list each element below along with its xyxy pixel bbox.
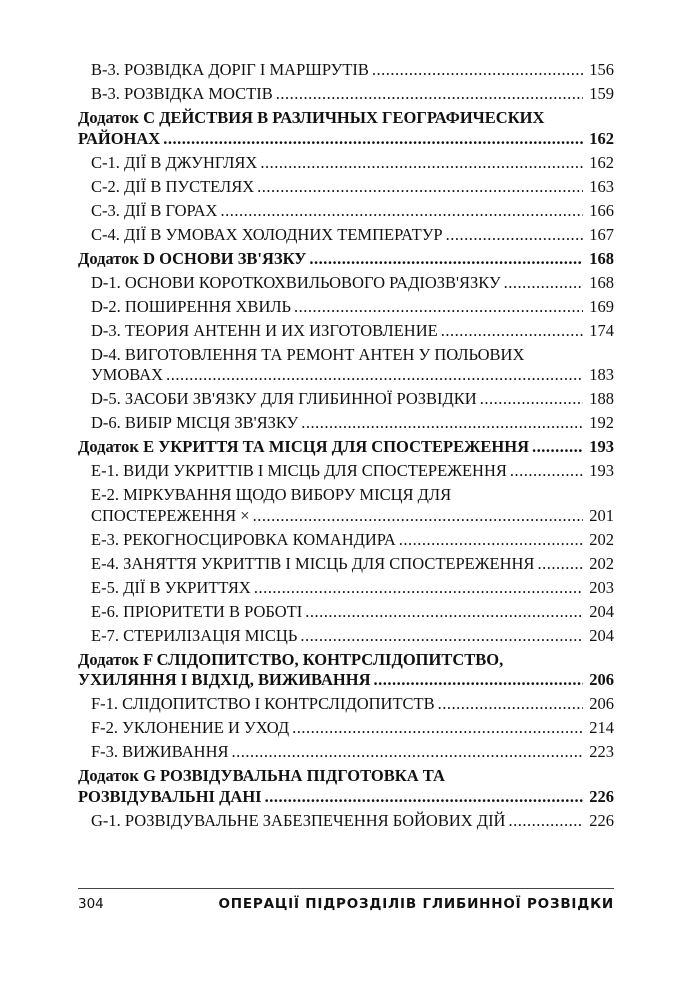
- toc-entry-title: D-1. ОСНОВИ КОРОТКОХВИЛЬОВОГО РАДІОЗВ'ЯЗКУ: [91, 272, 501, 292]
- toc-page-number: 162: [589, 152, 614, 172]
- dot-leader: [372, 60, 583, 81]
- dot-leader: [166, 365, 583, 386]
- toc-page-number: 203: [589, 577, 614, 597]
- dot-leader: [260, 153, 583, 174]
- toc-page-number: 168: [589, 248, 614, 268]
- toc-page-number: 163: [589, 176, 614, 196]
- page-footer: [78, 896, 614, 912]
- toc-entry-title-line: E-2. МІРКУВАННЯ ЩОДО ВИБОРУ МІСЦЯ ДЛЯ: [91, 485, 452, 504]
- dot-leader: [300, 626, 583, 647]
- toc-entry: [78, 413, 614, 434]
- toc-page-number: 202: [589, 553, 614, 573]
- dot-leader: [309, 249, 583, 270]
- dot-leader: [446, 225, 583, 246]
- toc-entry: [78, 177, 614, 198]
- toc-entry: [78, 578, 614, 599]
- toc-entry: [78, 626, 614, 647]
- toc-page-number: 201: [589, 505, 614, 525]
- toc-page-number: 162: [589, 128, 614, 148]
- toc-page-number: 166: [589, 200, 614, 220]
- running-title: ОПЕРАЦІЇ ПІДРОЗДІЛІВ ГЛИБИННОЇ РОЗВІДКИ: [218, 896, 614, 912]
- toc-page-number: 169: [589, 296, 614, 316]
- toc-entry-title: Додаток E УКРИТТЯ ТА МІСЦЯ ДЛЯ СПОСТЕРЕЖЕННЯ: [78, 437, 530, 456]
- toc-entry-title: C-4. ДІЇ В УМОВАХ ХОЛОДНИХ ТЕМПЕРАТУР: [91, 224, 443, 244]
- dot-leader: [537, 554, 583, 575]
- dot-leader: [305, 602, 583, 623]
- toc-entry: [78, 389, 614, 410]
- toc-page-number: 206: [589, 694, 614, 713]
- toc-page-number: 159: [589, 84, 614, 103]
- dot-leader: [374, 670, 584, 691]
- toc-entry-title: УХИЛЯННЯ І ВІДХІД, ВИЖИВАННЯ: [78, 670, 371, 689]
- toc-page-number: 202: [589, 529, 614, 549]
- toc-entry-title: C-3. ДІЇ В ГОРАХ: [91, 200, 218, 220]
- toc-entry-title-line: Додаток C ДЕЙСТВИЯ В РАЗЛИЧНЫХ ГЕОГРАФИЧЕСКИХ: [78, 108, 545, 127]
- toc-entry: [78, 345, 614, 386]
- toc-entry-title: РАЙОНАХ: [78, 128, 161, 148]
- dot-leader: [510, 461, 583, 482]
- dot-leader: [399, 530, 583, 551]
- dot-leader: [276, 84, 583, 105]
- toc-page-number: 193: [589, 437, 614, 456]
- dot-leader: [441, 321, 583, 342]
- toc-page-number: 206: [589, 670, 614, 689]
- toc-entry-title: D-3. ТЕОРИЯ АНТЕНН И ИХ ИЗГОТОВЛЕНИЕ: [91, 320, 438, 340]
- toc-entry: [78, 201, 614, 222]
- toc-entry-title: РОЗВІДУВАЛЬНІ ДАНІ: [78, 786, 262, 806]
- toc-entry-title-line: Додаток G РОЗВІДУВАЛЬНА ПІДГОТОВКА ТА: [78, 766, 445, 785]
- toc-entry-title: E-3. РЕКОГНОСЦИРОВКА КОМАНДИРА: [91, 529, 396, 549]
- toc-entry-title: F-1. СЛІДОПИТСТВО І КОНТРСЛІДОПИТСТВ: [91, 694, 435, 713]
- toc-appendix-heading: [78, 108, 614, 149]
- dot-leader: [253, 506, 583, 527]
- toc-entry: [78, 485, 614, 526]
- dot-leader: [163, 129, 583, 150]
- toc-entry-title: D-5. ЗАСОБИ ЗВ'ЯЗКУ ДЛЯ ГЛИБИННОЇ РОЗВІДКИ: [91, 389, 477, 408]
- toc-entry: [78, 694, 614, 715]
- toc-entry-title: B-3. РОЗВІДКА МОСТІВ: [91, 84, 273, 103]
- dot-leader: [438, 694, 583, 715]
- toc-page-number: 214: [589, 718, 614, 737]
- dot-leader: [301, 413, 583, 434]
- toc-entry-title: D-2. ПОШИРЕННЯ ХВИЛЬ: [91, 296, 292, 316]
- toc-entry: [78, 225, 614, 246]
- toc-page-number: 226: [589, 810, 614, 830]
- toc-entry-title: E-1. ВИДИ УКРИТТІВ І МІСЦЬ ДЛЯ СПОСТЕРЕЖЕННЯ: [91, 461, 507, 480]
- toc-entry-title: C-1. ДІЇ В ДЖУНГЛЯХ: [91, 152, 258, 172]
- dot-leader: [508, 811, 583, 832]
- toc-entry-title: G-1. РОЗВІДУВАЛЬНЕ ЗАБЕЗПЕЧЕННЯ БОЙОВИХ ДІЙ: [91, 810, 506, 830]
- toc-entry-title-line: Додаток F СЛІДОПИТСТВО, КОНТРСЛІДОПИТСТВО,: [78, 649, 504, 669]
- toc-page-number: 223: [589, 742, 614, 761]
- table-of-contents: [78, 60, 614, 835]
- toc-page-number: 226: [589, 786, 614, 806]
- toc-entry-title: E-7. СТЕРИЛІЗАЦІЯ МІСЦЬ: [91, 625, 298, 645]
- toc-page-number: 204: [589, 601, 614, 621]
- dot-leader: [532, 437, 583, 458]
- toc-appendix-heading: [78, 249, 614, 270]
- toc-entry: [78, 602, 614, 623]
- toc-entry: [78, 84, 614, 105]
- toc-entry-title: СПОСТЕРЕЖЕННЯ ×: [91, 505, 250, 525]
- dot-leader: [294, 297, 583, 318]
- dot-leader: [265, 787, 583, 808]
- dot-leader: [232, 742, 583, 763]
- toc-entry-title: F-2. УКЛОНЕНИЕ И УХОД: [91, 718, 290, 737]
- dot-leader: [292, 718, 583, 739]
- dot-leader: [220, 201, 583, 222]
- toc-entry-title: F-3. ВИЖИВАННЯ: [91, 742, 229, 761]
- toc-entry-title: E-4. ЗАНЯТТЯ УКРИТТІВ І МІСЦЬ ДЛЯ СПОСТЕРЕЖЕННЯ: [91, 553, 535, 573]
- footer-divider: [78, 888, 614, 889]
- toc-entry: [78, 273, 614, 294]
- toc-entry-title-line: D-4. ВИГОТОВЛЕННЯ ТА РЕМОНТ АНТЕН У ПОЛЬОВИХ: [91, 344, 525, 364]
- toc-page-number: 156: [589, 60, 614, 79]
- toc-page-number: 167: [589, 224, 614, 244]
- toc-entry-title: D-6. ВИБІР МІСЦЯ ЗВ'ЯЗКУ: [91, 413, 299, 432]
- toc-entry: [78, 153, 614, 174]
- dot-leader: [257, 177, 583, 198]
- toc-page-number: 204: [589, 625, 614, 645]
- toc-page-number: 188: [589, 389, 614, 408]
- toc-page-number: 183: [589, 365, 614, 384]
- toc-page-number: 193: [589, 461, 614, 480]
- toc-appendix-heading: [78, 437, 614, 458]
- toc-entry-title: E-6. ПРІОРИТЕТИ В РОБОТІ: [91, 601, 303, 621]
- dot-leader: [480, 389, 583, 410]
- toc-appendix-heading: [78, 766, 614, 807]
- toc-entry: [78, 718, 614, 739]
- toc-entry: [78, 530, 614, 551]
- toc-entry: [78, 461, 614, 482]
- dot-leader: [254, 578, 583, 599]
- toc-entry-title: C-2. ДІЇ В ПУСТЕЛЯХ: [91, 176, 255, 196]
- toc-entry-title: E-5. ДІЇ В УКРИТТЯХ: [91, 577, 251, 597]
- toc-entry-title: Додаток D ОСНОВИ ЗВ'ЯЗКУ: [78, 248, 307, 268]
- toc-entry: [78, 742, 614, 763]
- toc-entry: [78, 811, 614, 832]
- toc-entry-title: УМОВАХ: [91, 365, 164, 384]
- toc-entry: [78, 321, 614, 342]
- toc-entry: [78, 297, 614, 318]
- toc-page-number: 168: [589, 272, 614, 292]
- toc-entry-title: B-3. РОЗВІДКА ДОРІГ І МАРШРУТІВ: [91, 60, 369, 79]
- toc-page-number: 192: [589, 413, 614, 432]
- toc-page-number: 174: [589, 320, 614, 340]
- toc-entry: [78, 60, 614, 81]
- toc-entry: [78, 554, 614, 575]
- page-number: 304: [78, 896, 104, 912]
- toc-appendix-heading: [78, 650, 614, 691]
- dot-leader: [504, 273, 583, 294]
